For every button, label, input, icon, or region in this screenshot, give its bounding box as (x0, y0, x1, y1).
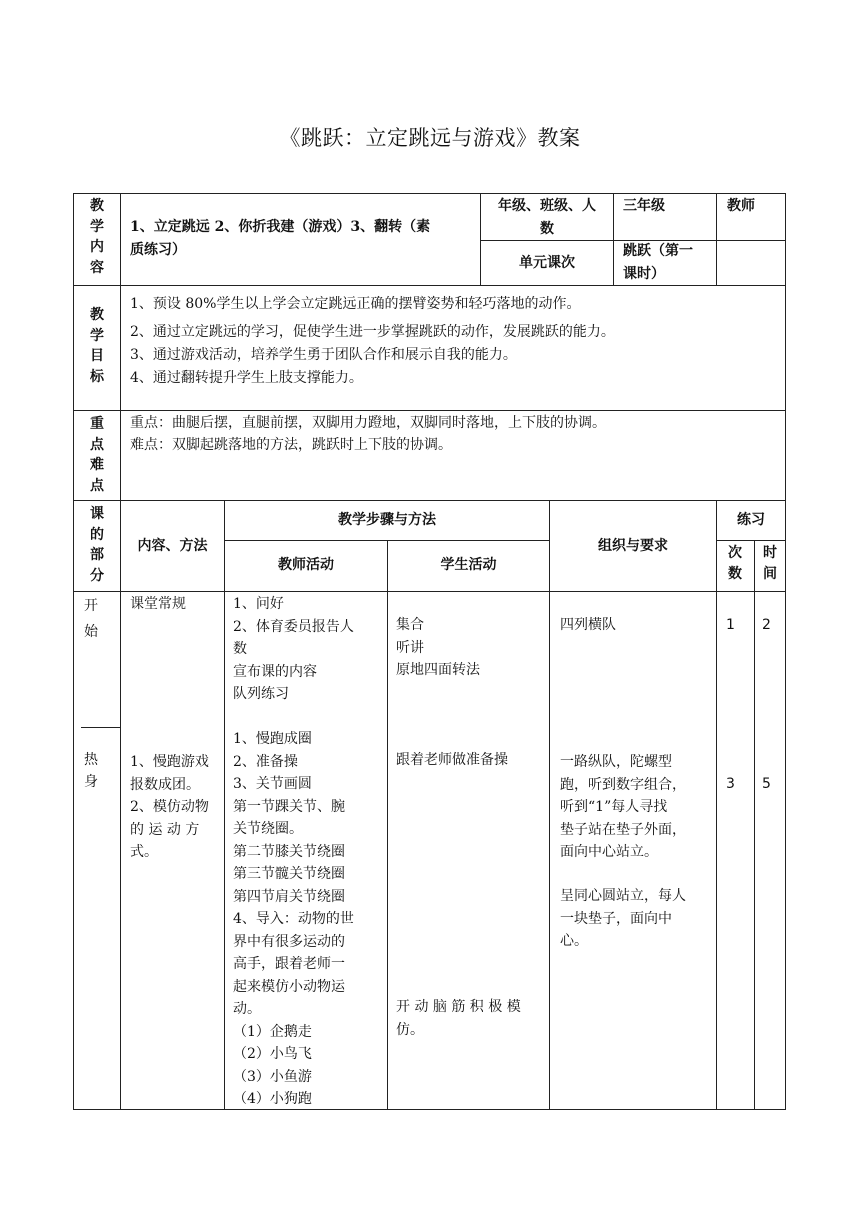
organization-header: 组织与要求 (598, 538, 668, 554)
times-header: 次 数 (728, 545, 742, 582)
unit-value: 跳跃（第一 课时） (623, 243, 693, 282)
duration-header: 时 间 (763, 545, 777, 582)
warmup-student-imitate: 开 动 脑 筋 积 极 模 仿。 (396, 999, 521, 1038)
part-start: 开 始 (84, 598, 98, 640)
goal-item: 3、通过游戏活动，培养学生勇于团队合作和展示自我的能力。 (130, 347, 517, 363)
content-text: 1、立定跳远 2、你折我建（游戏）3、翻转（素 质练习） (130, 219, 431, 258)
goal-item: 2、通过立定跳远的学习，促使学生进一步掌握跳跃的动作，发展跳跃的能力。 (130, 324, 615, 340)
body-duration-column (754, 591, 786, 1110)
difficult-point: 难点：双脚起跳落地的方法，跳跃时上下肢的协调。 (130, 437, 452, 453)
warmup-organization-circle: 呈同心圆站立，每人 一块垫子，面向中 心。 (560, 888, 686, 949)
part-header: 课 的 部 分 (90, 506, 104, 584)
warmup-organization: 一路纵队，陀螺型 跑，听到数字组合， 听到“1”每人寻找 垫子站在垫子外面， 面向中心站立。 (560, 754, 686, 860)
start-student-activity: 集合 听讲 原地四面转法 (396, 617, 480, 678)
start-teacher-activity: 1、问好 2、体育委员报告人 数 宣布课的内容 队列练习 (233, 596, 354, 702)
teacher-activity-header: 教师活动 (278, 557, 334, 573)
start-times: 1 (726, 617, 735, 633)
student-activity-header: 学生活动 (440, 557, 497, 573)
grade-value: 三年级 (623, 198, 665, 214)
start-organization: 四列横队 (560, 617, 616, 633)
teacher-value-cell (716, 240, 786, 286)
teacher-label: 教师 (727, 198, 755, 214)
warmup-teacher-activity: 1、慢跑成圈 2、准备操 3、关节画圆 第一节踝关节、腕 关节绕圈。 第二节膝关节绕圈 第三节髋关节绕圈 第四节肩关节绕圈 4、导入：动物的世 界中有很多运动的 高手，跟着老师一 起来模仿小动物运 动。 （1）企鹅走 （2）小鸟飞 （3）小鱼游 （4）小狗跑 (233, 731, 354, 1107)
warmup-content: 1、慢跑游戏 报数成团。 2、模仿动物 的 运 动 方 式。 (130, 754, 209, 860)
goals-label: 教 学 目 标 (90, 307, 104, 385)
unit-label: 单元课次 (519, 255, 575, 271)
key-label: 重 点 难 点 (90, 416, 104, 494)
content-method-header: 内容、方法 (137, 538, 208, 554)
grade-label: 年级、班级、人 数 (498, 198, 596, 237)
part-warmup: 热 身 (84, 752, 98, 790)
key-point: 重点：曲腿后摆，直腿前摆，双脚用力蹬地，双脚同时落地，上下肢的协调。 (130, 415, 606, 431)
part-divider (81, 727, 121, 728)
body-part-column (73, 591, 121, 1110)
page-title: 《跳跃：立定跳远与游戏》教案 (279, 126, 581, 150)
warmup-duration: 5 (762, 776, 771, 792)
content-label: 教 学 内 容 (90, 198, 104, 276)
goal-item: 1、预设 80%学生以上学会立定跳远正确的摆臂姿势和轻巧落地的动作。 (130, 296, 581, 312)
steps-header: 教学步骤与方法 (338, 512, 436, 528)
warmup-student-activity: 跟着老师做准备操 (396, 752, 508, 768)
start-duration: 2 (762, 617, 771, 633)
body-times-column (716, 591, 755, 1110)
start-content: 课堂常规 (130, 596, 186, 612)
goal-item: 4、通过翻转提升学生上肢支撑能力。 (130, 370, 363, 386)
practice-header: 练习 (737, 512, 765, 528)
warmup-times: 3 (726, 776, 735, 792)
